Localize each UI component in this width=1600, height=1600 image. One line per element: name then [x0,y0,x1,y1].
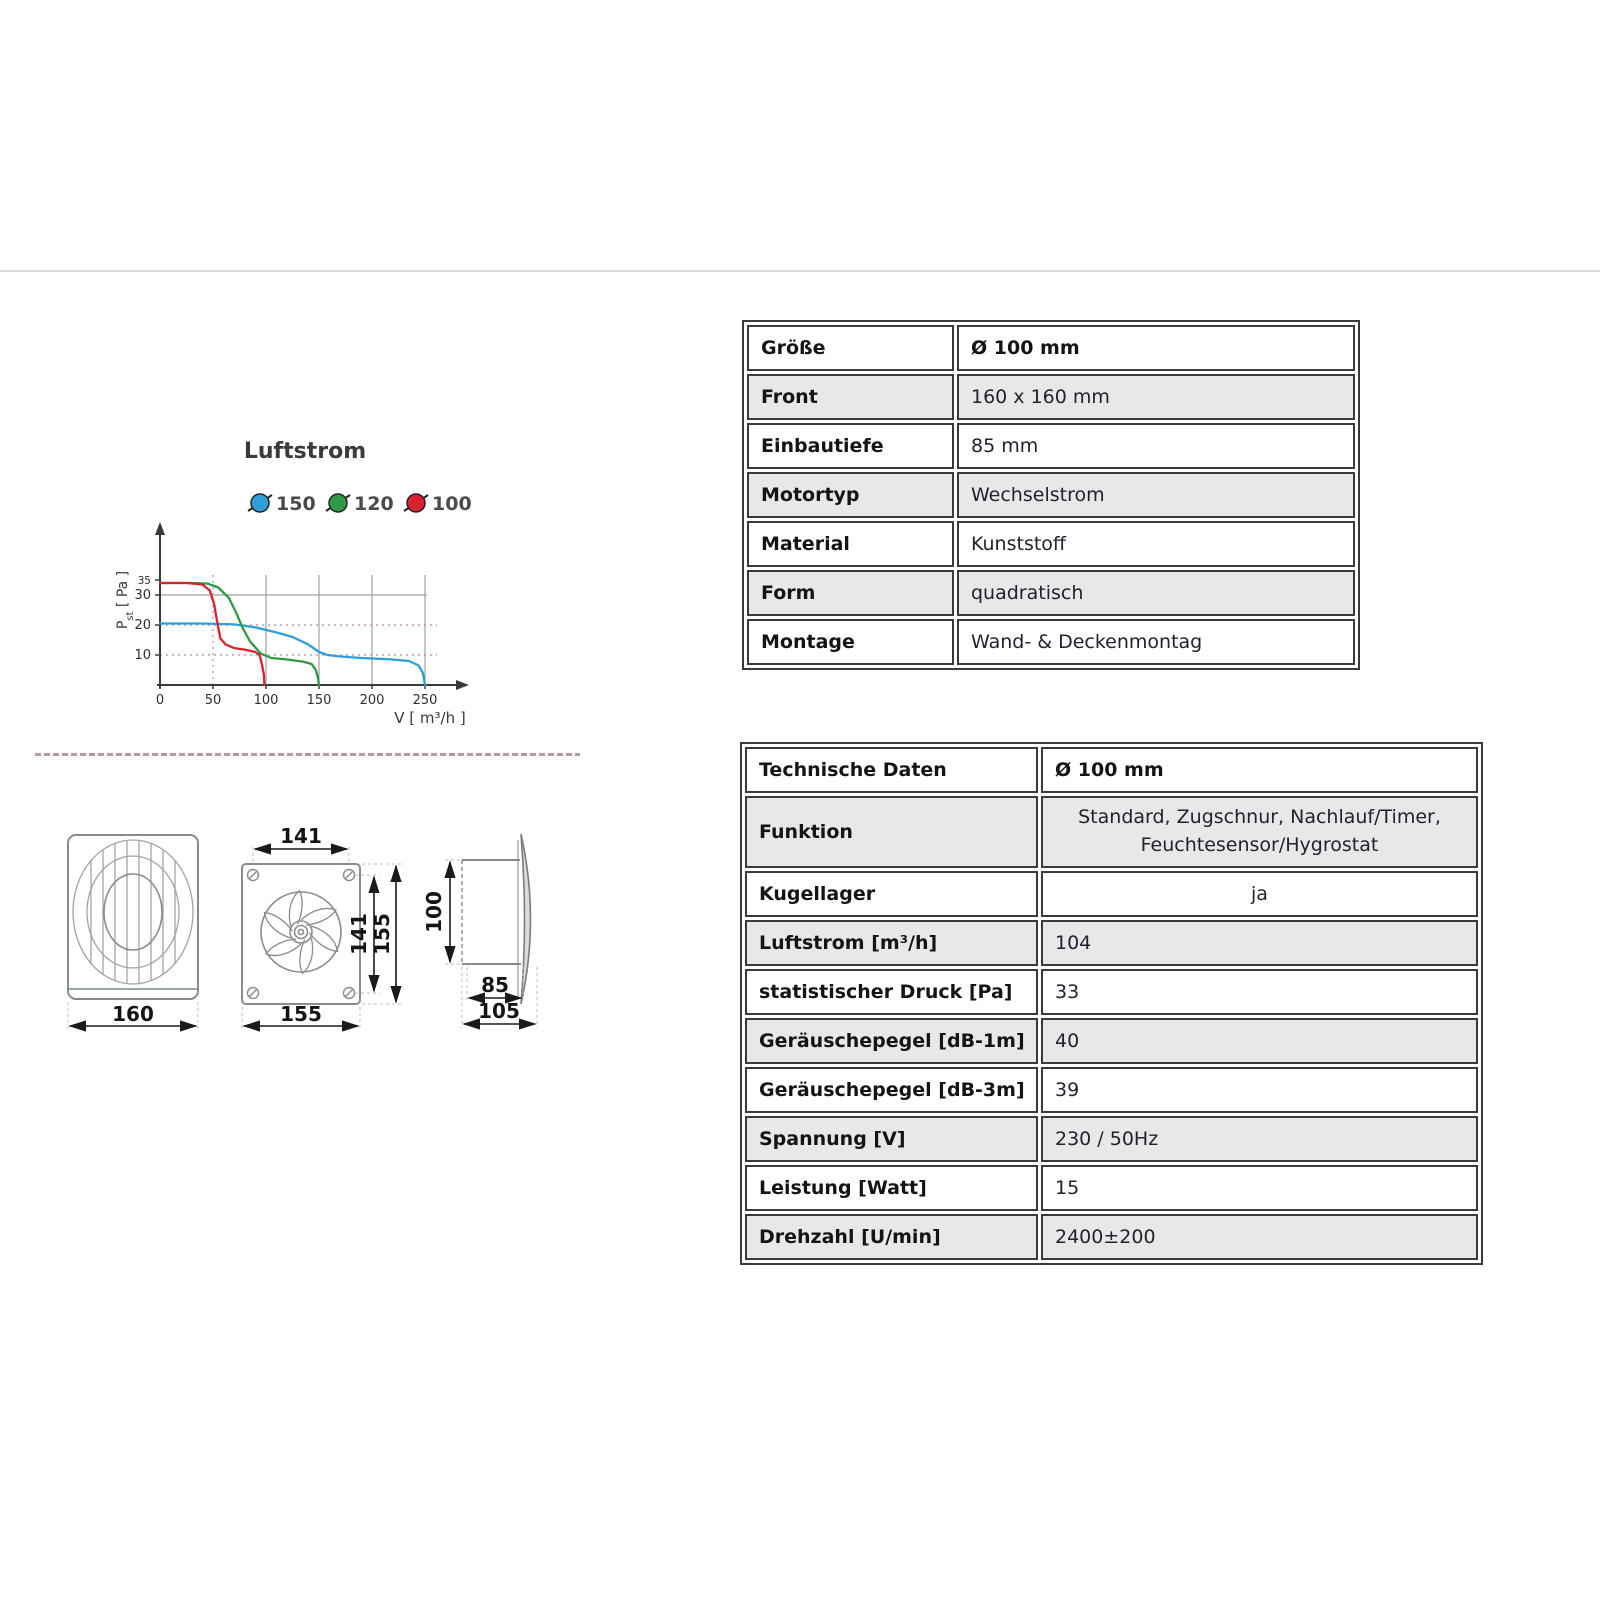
chart-title: Luftstrom [243,439,367,464]
tech-value: 40 [1041,1018,1478,1064]
plate-hole-spacing-vertical-label: 141 [347,913,371,955]
legend-marker-150 [251,494,269,512]
duct-diameter-label: 100 [422,891,446,933]
table-row [747,423,1355,469]
side-dimensions [422,860,537,1028]
table-row [747,570,1355,616]
luftstrom-chart-block [35,430,580,750]
y-tick-label: 30 [134,588,151,603]
tech-value: 104 [1041,920,1478,966]
tech-label: Technische Daten [745,747,1038,793]
table-row [745,1116,1478,1162]
spec-value: 85 mm [957,423,1355,469]
y-tick-label: 20 [134,618,151,633]
page-top-divider [0,270,1600,272]
table-row [747,521,1355,567]
y-tick-label: 35 [137,575,151,587]
plate-height-label: 155 [370,913,394,955]
table-row [747,374,1355,420]
tech-label: Drehzahl [U/min] [745,1214,1038,1260]
chart-bottom-divider [35,753,580,756]
tech-value: 33 [1041,969,1478,1015]
x-tick-label: 150 [306,693,332,708]
spec-value: quadratisch [957,570,1355,616]
spec-label: Front [747,374,954,420]
table-row [745,1018,1478,1064]
spec-value: Kunststoff [957,521,1355,567]
spec-label: Einbautiefe [747,423,954,469]
x-tick-label: 200 [359,693,385,708]
spec-label: Form [747,570,954,616]
spec-value: Ø 100 mm [957,325,1355,371]
spec-value: Wechselstrom [957,472,1355,518]
x-tick-label: 250 [412,693,438,708]
y-axis-label: $P_{st}$ [ Pa ] [115,570,136,630]
tech-value: 2400±200 [1041,1214,1478,1260]
tech-value: Ø 100 mm [1041,747,1478,793]
front-view-drawing [68,835,198,1030]
x-tick-label: 0 [155,693,165,708]
spec-label: Material [747,521,954,567]
tech-value: 15 [1041,1165,1478,1211]
y-tick-label: 10 [134,648,151,663]
table-row [747,325,1355,371]
back-view-drawing [242,824,402,1030]
plate-width-label: 155 [280,1002,322,1026]
duct-depth-label: 85 [481,973,509,997]
side-view-drawing [422,834,537,1028]
series-150 [160,624,425,686]
tech-label: Geräuschepegel [dB-3m] [745,1067,1038,1113]
legend-label-120: 120 [354,493,394,515]
tech-value: 230 / 50Hz [1041,1116,1478,1162]
spec-label: Größe [747,325,954,371]
spec-table [742,320,1360,670]
table-row [747,619,1355,665]
table-row [745,1214,1478,1260]
legend-marker-100 [407,494,425,512]
front-width-dimension [68,1002,198,1030]
table-row [745,969,1478,1015]
tech-value: Standard, Zugschnur, Nachlauf/Timer, Feuchtesensor/Hygrostat [1041,796,1478,868]
table-row [745,1067,1478,1113]
table-row [745,920,1478,966]
tech-value: ja [1041,871,1478,917]
tech-label: Leistung [Watt] [745,1165,1038,1211]
dimension-drawings [40,812,580,1052]
x-axis-arrow [456,680,469,690]
legend-marker-120 [329,494,347,512]
x-tick-label: 100 [253,693,279,708]
table-row [745,747,1478,793]
plate-hole-spacing-label: 141 [280,824,322,848]
tech-label: Funktion [745,796,1038,868]
tech-value: 39 [1041,1067,1478,1113]
technical-data-table [740,742,1483,1265]
spec-value: 160 x 160 mm [957,374,1355,420]
table-row [745,871,1478,917]
spec-value: Wand- & Deckenmontag [957,619,1355,665]
spec-label: Motortyp [747,472,954,518]
table-row [745,796,1478,868]
legend-label-150: 150 [276,493,316,515]
legend-label-100: 100 [432,493,472,515]
x-tick-label: 50 [204,693,222,708]
luftstrom-chart [35,430,580,750]
table-row [745,1165,1478,1211]
y-axis-arrow [155,522,165,535]
series-100 [160,583,264,685]
table-row [747,472,1355,518]
tech-label: Spannung [V] [745,1116,1038,1162]
spec-label: Montage [747,619,954,665]
tech-label: Luftstrom [m³/h] [745,920,1038,966]
total-depth-label: 105 [478,999,520,1023]
front-width-label: 160 [112,1002,154,1026]
front-cover-profile [521,834,531,1004]
tech-label: statistischer Druck [Pa] [745,969,1038,1015]
tech-label: Kugellager [745,871,1038,917]
series-120 [160,583,319,685]
x-axis-label: V [ m³/h ] [394,709,466,727]
dimension-drawings-block [40,812,580,1052]
tech-label: Geräuschepegel [dB-1m] [745,1018,1038,1064]
